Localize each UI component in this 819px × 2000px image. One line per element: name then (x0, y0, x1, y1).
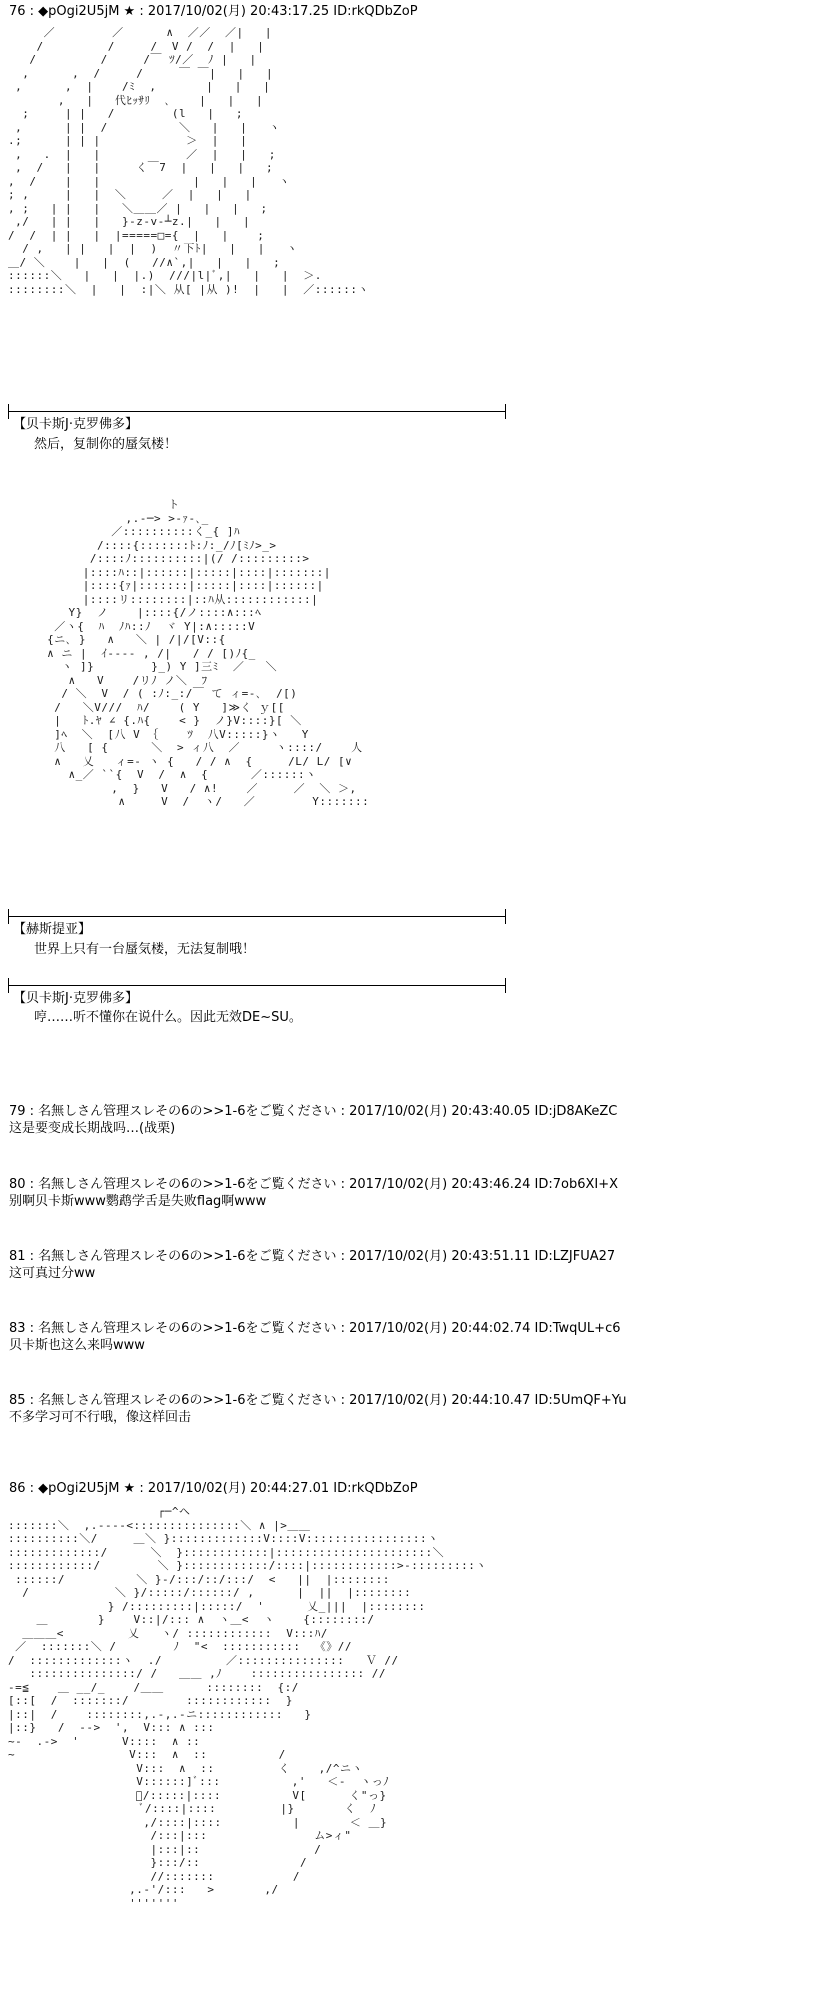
post-body-85: 不多学习可不行哦，像这样回击 (9, 1410, 192, 1425)
separator-line-1 (8, 411, 506, 412)
dialogue-line-2: 世界上只有一台蜃気楼，无法复制哦！ (34, 942, 256, 957)
speaker-name-3: 【贝卡斯J·克罗佛多】 (13, 991, 138, 1006)
post-header-79: 79 : 名無しさん管理スレその6の>>1-6をご覧ください : 2017/10/02(月) 20:43:40.05 ID:jD8AKeZC (9, 1104, 618, 1119)
post-body-83: 贝卡斯也这么来吗www (9, 1338, 145, 1353)
separator-line-3 (8, 985, 506, 986)
speaker-name-1: 【贝卡斯J·克罗佛多】 (13, 417, 138, 432)
post-header-81: 81 : 名無しさん管理スレその6の>>1-6をご覧ください : 2017/10/02(月) 20:43:51.11 ID:LZJFUA27 (9, 1249, 616, 1264)
post-header-85: 85 : 名無しさん管理スレその6の>>1-6をご覧ください : 2017/10/02(月) 20:44:10.47 ID:5UmQF+Yu (9, 1393, 627, 1408)
post-body-80: 别啊贝卡斯www鹦鹉学舌是失败flag啊www (9, 1194, 267, 1209)
dialogue-line-3: 哼……听不懂你在说什么。因此无效DE~SU。 (34, 1010, 302, 1025)
separator-line-2 (8, 916, 506, 917)
post-header-86: 86 : ◆pOgi2U5jM ★ : 2017/10/02(月) 20:44:27.01 ID:rkQDbZoP (9, 1481, 418, 1496)
post-body-81: 这可真过分ww (9, 1266, 96, 1281)
dialogue-line-1: 然后，复制你的蜃気楼！ (34, 437, 178, 452)
speaker-name-2: 【赫斯提亚】 (13, 922, 92, 937)
post-header-76: 76 : ◆pOgi2U5jM ★ : 2017/10/02(月) 20:43:17.25 ID:rkQDbZoP (9, 4, 418, 19)
post-header-80: 80 : 名無しさん管理スレその6の>>1-6をご覧ください : 2017/10/02(月) 20:43:46.24 ID:7ob6XI+X (9, 1177, 619, 1192)
post-header-83: 83 : 名無しさん管理スレその6の>>1-6をご覧ください : 2017/10/02(月) 20:44:02.74 ID:TwqUL+c6 (9, 1321, 621, 1336)
ascii-art-86: ┌─^ヘ :::::::＼ ,.-‐‐‐<:::::::::::::::＼ ∧ |>＿＿ ::::::::::＼/ ＿＼ }:::::::::::::V::::V:::::::::::::::::ヽ :::::::::::::/ ＼ }::::::::::::|::::::::::::::::::::::＼ ::::::::::::/ ＼ }::::::::::::/::::|::::::::::::>-:::::::::ヽ ::::::/ ＼ }‐/:::/::/:::/ < || |:::::::: / ＼ }/:::::/::::::/ , | || |:::::::: } /:::::::::|:::::/ ' 乂_||| |:::::::: ＿ } V::|/::: ∧ ヽ＿< ヽ {::::::::/ ＿＿＿< 乂 ヽ/ :::::::::::: V:::ﾊ/ ／ :::::::＼ / ﾉ "< ::::::::::: 《》// / :::::::::::::ヽ ./ ／::::::::::::::: Ｖ // :::::::::::::::/ / ＿＿ ,ﾉ :::::::::::::::: // -=≦ ＿ __/_ /＿＿ :::::::: {:/ [::[ / :::::::/ :::::::::::: } |::| / ::::::::,.-,.-ニ:::::::::::: } |::} / --> ', V::: ∧ ::: ~- .-> ' V:::: ∧ :: ~ V::: ∧ :: / V::: ∧ :: く ,/^ニヽ V::::::]ﾞ::: ,' ＜- ヽっﾉ ﾞ/:::::|:::: V[ く"っ} ﾞ/::::|:::: |} く ﾉ ,/::::|:::: | ＜ ＿} /:::|::: ム>ィ" |:::|:: / }:::/:: / //::::::: / ,.-'/::: > ,/ ''''''' (8, 1505, 487, 1910)
ascii-art-76: ／ ／ ∧ ／／ ／| | / / / V / / | | / / /￣ ﾂ/／ ﾉ | | , , / / ￣ ￣| | | , , | /ﾐ , | | | , | 代ﾋｯｻﾘ ､ | | | ; | | / (l | ; , | | / ＼ | | ヽ .; | | | ＞ | | , . | | ／ | | ; , / | | く￣7 | | | ; , / | | | | | ヽ ; , | | ＼ ／ | | | , ; | | | ＼＿＿／ | | | ; ,/ | | | }‐z-v‐┴z.| | | / / | | | |=====□={ | | ; / , | | | | ) 〃下ﾄ| | | ヽ ＿/ ＼ | | ( //∧`,| | | ; ::::::＼ | | |.) ///|l|ﾞ,| | | ＞. ::::::::＼ | | :|＼ 从[ |从 )! | | ／::::::ヽ (8, 26, 370, 296)
ascii-art-hestia: ト ,.-─> >-ｧ-､_ ／::::::::::く_{ ]ﾊ /::::{:::::::ﾄ:ﾉ:_/ﾉ[ﾐﾉ>_> /::::ﾉ::::::::::|(/ /:::::::::> |::::ﾊ::|::::::|:::::|::::|:::::::| |::::{ｧ|:::::::|:::::|::::|::::::| |::::リ::::::::|::ﾊ从::::::::::::| Y} ノ |::::{/ノ::::∧:::ﾍ ／ヽ{ ﾊ ﾉﾊ::ﾉ ヾ Y|:∧:::::V {ニ､ } ∧ ＼ | /|/[V::{ ∧ ニ | ｲ‐‐‐‐ , /| / / [)ﾉ{_ ヽ ]} }_) Y ]三ﾐ ／ ＼ ∧ V /リﾉ ノ＼ ﾌ / ＼ V / ( :ﾉ:_:/￣ て ィ=-､ /[) / ＼V/// ﾊ/ ( Y ]≫く ｙ[[ | ﾄ.ﾔ ∠ {.ﾊ{ < } ノ}V::::}[ ＼ ]ﾍ ＼ [八 V ｛ ﾂ 八V:::::}ヽ Y 八 [ { ＼ > ィ八 ／ ヽ::::/ 人 ∧ 乂 ィ=- ヽ { / / ∧ { /L/ L/ [∨ ∧_／ ``{ V / ∧ { ／::::::ヽ , } V / ∧! ／ ／ ＼ ＞, ∧ V / ヽ/ ／ Y::::::: (47, 498, 370, 808)
post-body-79: 这是要变成长期战吗…(战栗) (9, 1121, 176, 1136)
